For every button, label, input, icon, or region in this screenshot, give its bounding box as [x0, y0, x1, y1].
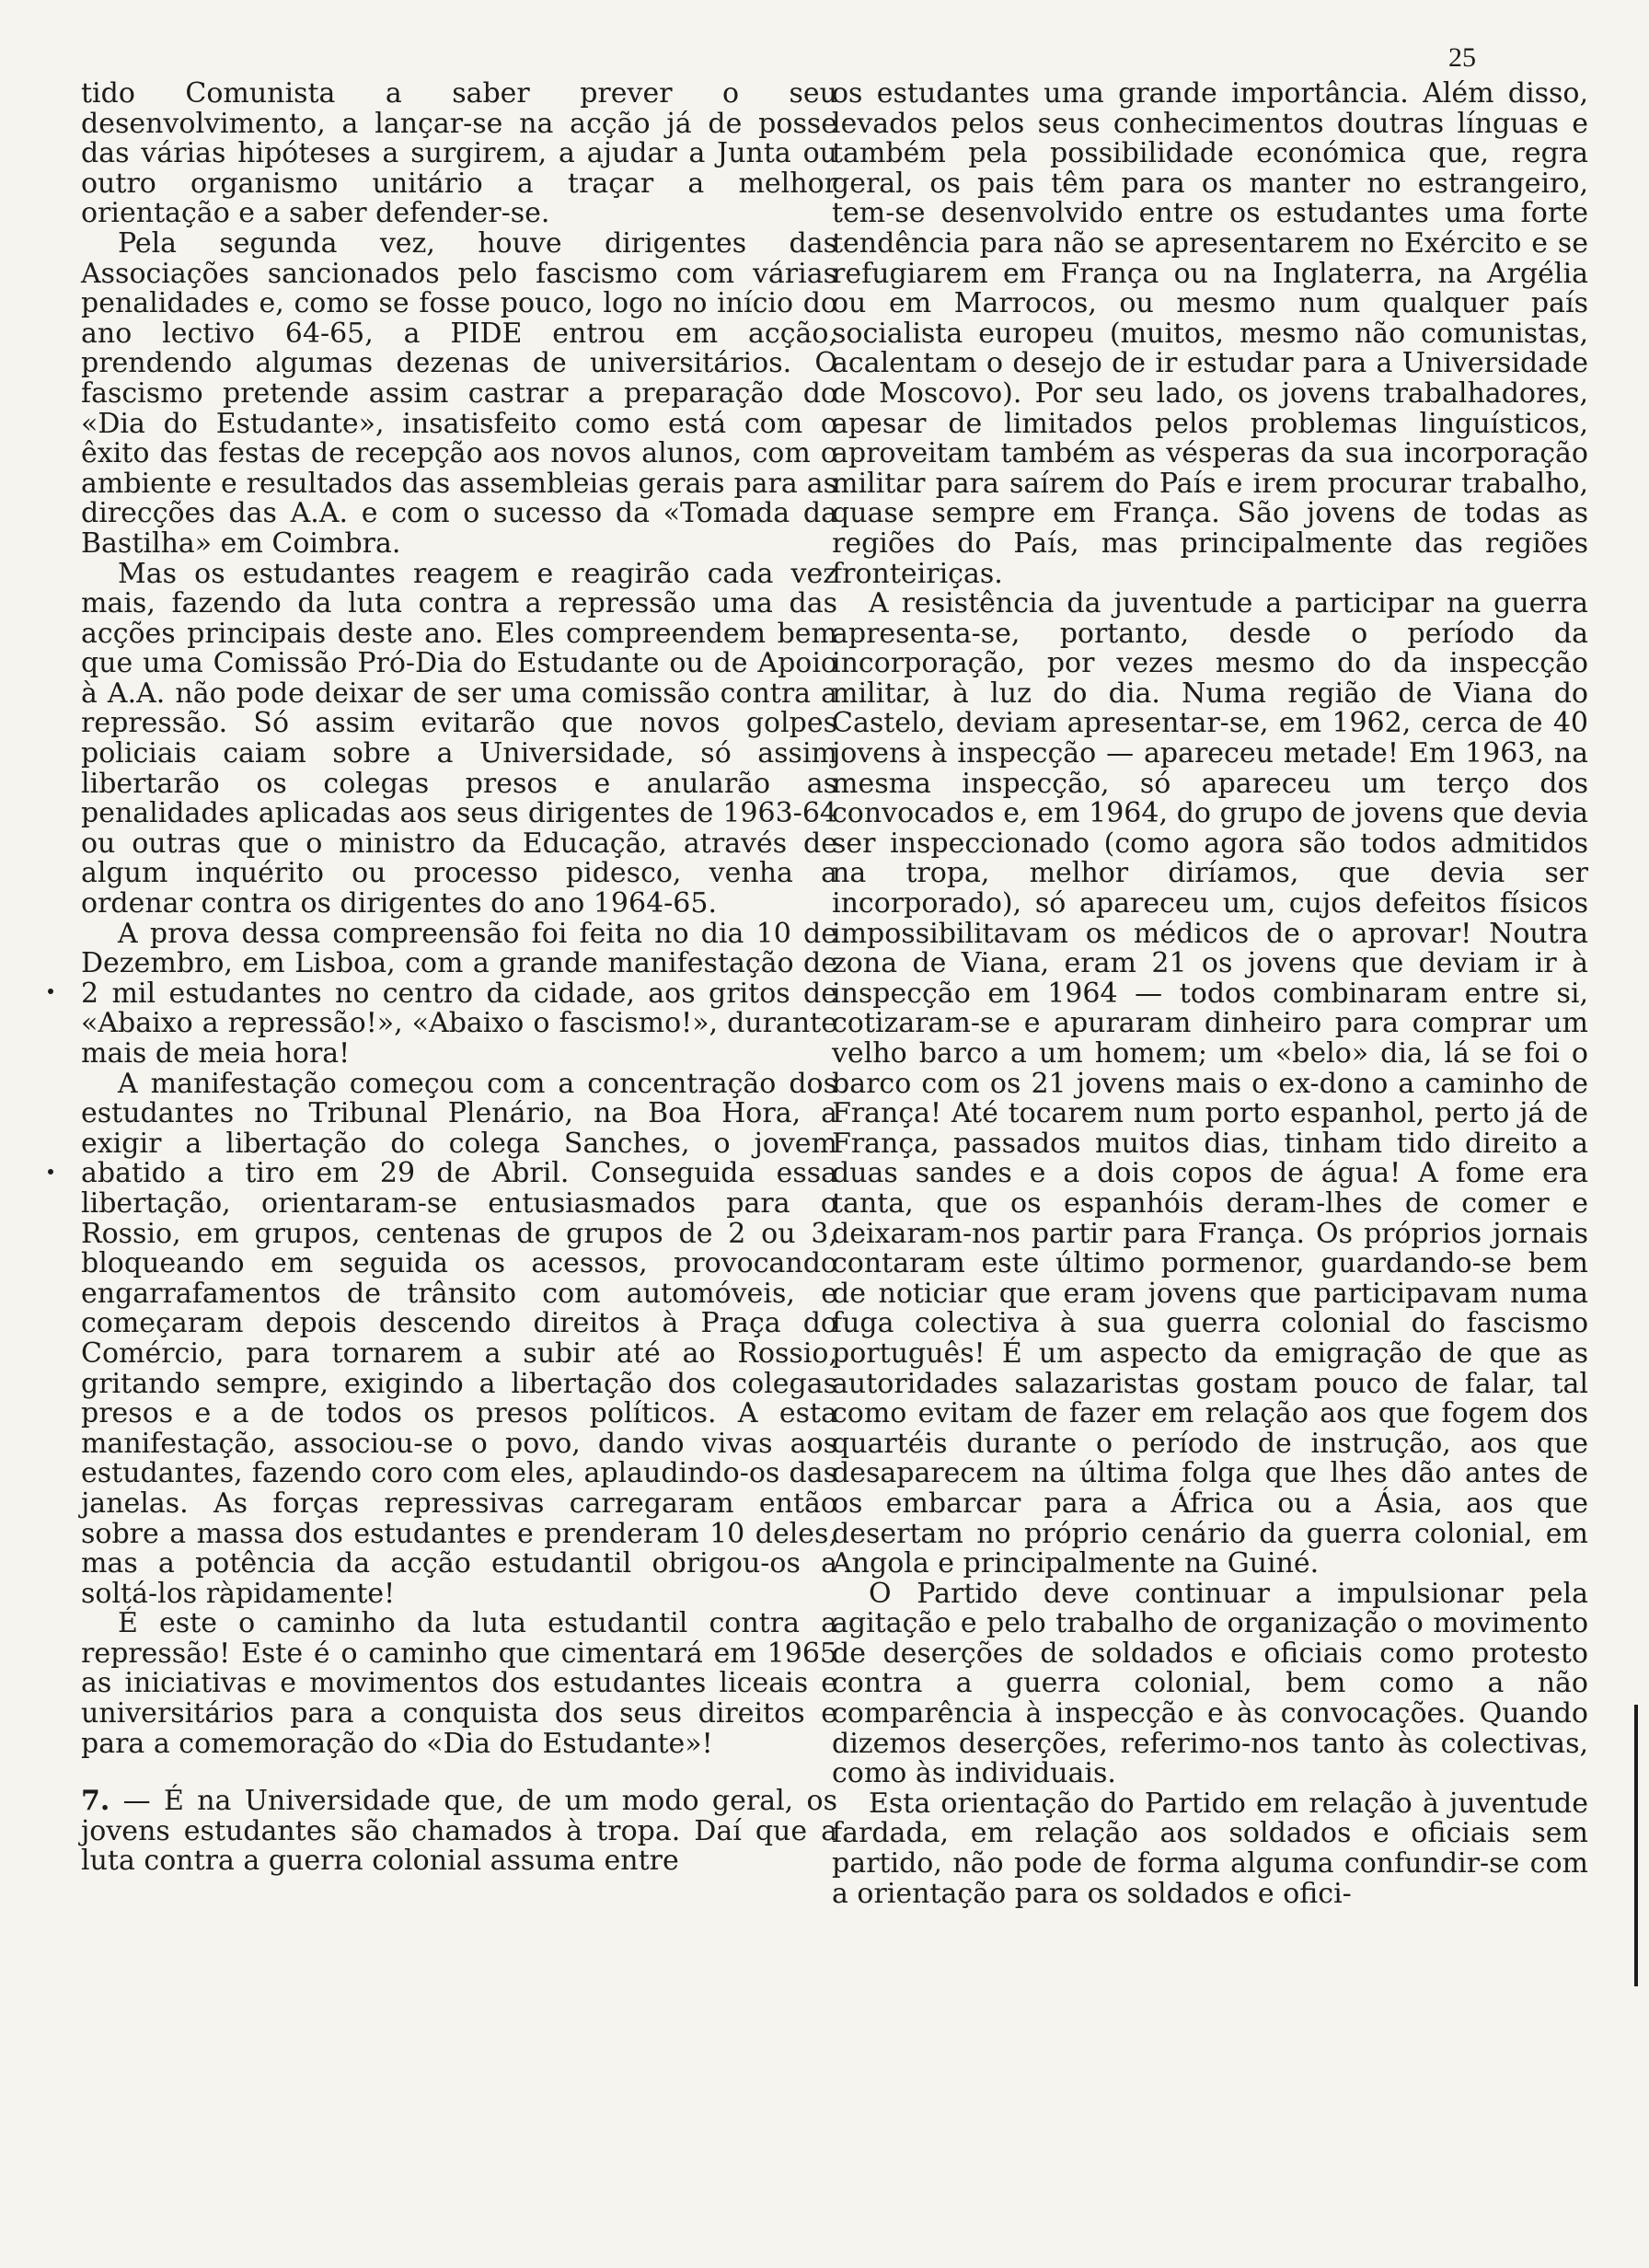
paragraph: Mas os estudantes reagem e reagirão cada vez mais, fazendo da luta contra a repressão uma das acções principais deste ano. Eles compreendem bem que uma Comissão Pró-Dia do Estudante ou de Apoio à A.A. não pode deixar de ser uma comissão contra a repressão. Só assim evitarão que novos golpes policiais caiam sobre a Universidade, só assim libertarão os colegas presos e anularão as penalidades aplicadas aos seus dirigentes de 1963-64 ou outras que o ministro da Educação, através de algum inquérito ou processo pidesco, venha a ordenar contra os dirigentes do ano 1964-65.: [81, 557, 837, 920]
paragraph: A resistência da juventude a participar na guerra apresenta-se, portanto, desde o período da incorporação, por vezes mesmo do da inspecção militar, à luz do dia. Numa região de Viana do Castelo, deviam apresentar-se, em 1962, cerca de 40 jovens à inspecção — apareceu metade! Em 1963, na mesma inspecção, só apareceu um terço dos convocados e, em 1964, do grupo de jovens que devia ser inspeccionado (como agora são todos admitidos na tropa, melhor diríamos, que devia ser incorporado), só apareceu um, cujos defeitos físicos impossibilitavam os médicos de o aprovar! Noutra zona de Viana, eram 21 os jovens que deviam ir à inspecção em 1964 — todos combinaram entre si, cotizaram-se e apuraram dinheiro para comprar um velho barco a um homem; um «belo» dia, lá se foi o barco com os 21 jovens mais o ex-dono a caminho de França! Até tocarem num porto espanhol, perto já de França, passados muitos dias, tinham tido direito a duas sandes e a dois copos de água! A fome era tanta, que os espanhóis deram-lhes de comer e deixaram-nos partir para França. Os próprios jornais contaram este último pormenor, guardando-se bem de noticiar que eram jovens que participavam numa fuga colectiva à sua guerra colonial do fascismo português! É um aspecto da emigração de que as autoridades salazaristas gostam pouco de falar, tal como evitam de fazer em relação aos que fogem dos quartéis durante o período de instrução, aos que desaparecem na última folga que lhes dão antes de os embarcar para a África ou a Ásia, aos que desertam no próprio cenário da guerra colonial, em Angola e principalmente na Guiné.: [832, 587, 1588, 1580]
section-text: — É na Universidade que, de um modo geral, os jovens estudantes são chamados à tropa. Daí que a luta contra a guerra colonial assuma entre: [81, 1785, 837, 1878]
margin-mark: [48, 1169, 53, 1174]
paragraph: A prova dessa compreensão foi feita no dia 10 de Dezembro, em Lisboa, com a grande manifestação de 2 mil estudantes no centro da cidade, aos gritos de «Abaixo a repressão!», «Abaixo o fascismo!», durante mais de meia hora!: [81, 917, 837, 1070]
paragraph: os estudantes uma grande importância. Além disso, levados pelos seus conhecimentos doutras línguas e também pela possibilidade económica que, regra geral, os pais têm para os manter no estrangeiro, tem-se desenvolvido entre os estudantes uma forte tendência para não se apresentarem no Exército e se refugiarem em França ou na Inglaterra, na Argélia ou em Marrocos, ou mesmo num qualquer país socialista europeu (muitos, mesmo não comunistas, acalentam o desejo de ir estudar para a Universidade de Moscovo). Por seu lado, os jovens trabalhadores, apesar de limitados pelos problemas linguísticos, aproveitam também as vésperas da sua incorporação militar para saírem do País e irem procurar trabalho, quase sempre em França. São jovens de todas as regiões do País, mas principalmente das regiões fronteiriças.: [832, 77, 1588, 590]
page-number: 25: [1448, 42, 1476, 73]
margin-line: [1634, 1705, 1638, 1986]
section-paragraph: [81, 1787, 837, 1877]
paragraph: É este o caminho da luta estudantil contra a repressão! Este é o caminho que cimentará em 1965 as iniciativas e movimentos dos estudantes liceais e universitários para a conquista dos seus direitos e para a comemoração do «Dia do Estudante»!: [81, 1607, 837, 1760]
paragraph: tido Comunista a saber prever o seu desenvolvimento, a lançar-se na acção já de posse das várias hipóteses a surgirem, a ajudar a Junta ou outro organismo unitário a traçar a melhor orientação e a saber defender-se.: [81, 77, 837, 230]
paragraph: Pela segunda vez, houve dirigentes das Associações sancionados pelo fascismo com várias penalidades e, como se fosse pouco, logo no início do ano lectivo 64-65, a PIDE entrou em acção, prendendo algumas dezenas de universitários. O fascismo pretende assim castrar a preparação do «Dia do Estudante», insatisfeito como está com o êxito das festas de recepção aos novos alunos, com o ambiente e resultados das assembleias gerais para as direcções das A.A. e com o sucesso da «Tomada da Bastilha» em Coimbra.: [81, 226, 837, 560]
paragraph: O Partido deve continuar a impulsionar pela agitação e pelo trabalho de organização o movimento de deserções de soldados e oficiais como protesto contra a guerra colonial, bem como a não comparência à inspecção e às convocações. Quando dizemos deserções, referimo-nos tanto às colectivas, como às individuais.: [832, 1577, 1588, 1790]
section-number: 7.: [81, 1785, 110, 1818]
right-column: [832, 79, 1588, 1909]
paragraph: Esta orientação do Partido em relação à juventude fardada, em relação aos soldados e oficiais sem partido, não pode de forma alguma confundir-se com a orientação para os soldados e ofici-: [832, 1787, 1588, 1910]
left-column: [81, 79, 837, 1877]
margin-mark: [48, 989, 53, 994]
paragraph: A manifestação começou com a concentração dos estudantes no Tribunal Plenário, na Boa Hora, a exigir a libertação do colega Sanches, o jovem abatido a tiro em 29 de Abril. Conseguida essa libertação, orientaram-se entusiasmados para o Rossio, em grupos, centenas de grupos de 2 ou 3, bloqueando em seguida os acessos, provocando engarrafamentos de trânsito com automóveis, e começaram depois descendo direitos à Praça do Comércio, para tornarem a subir até ao Rossio, gritando sempre, exigindo a libertação dos colegas presos e a de todos os presos políticos. A esta manifestação, associou-se o povo, dando vivas aos estudantes, fazendo coro com eles, aplaudindo-os das janelas. As forças repressivas carregaram então sobre a massa dos estudantes e prenderam 10 deles, mas a potência da acção estudantil obrigou-os a soltá-los ràpidamente!: [81, 1067, 837, 1610]
